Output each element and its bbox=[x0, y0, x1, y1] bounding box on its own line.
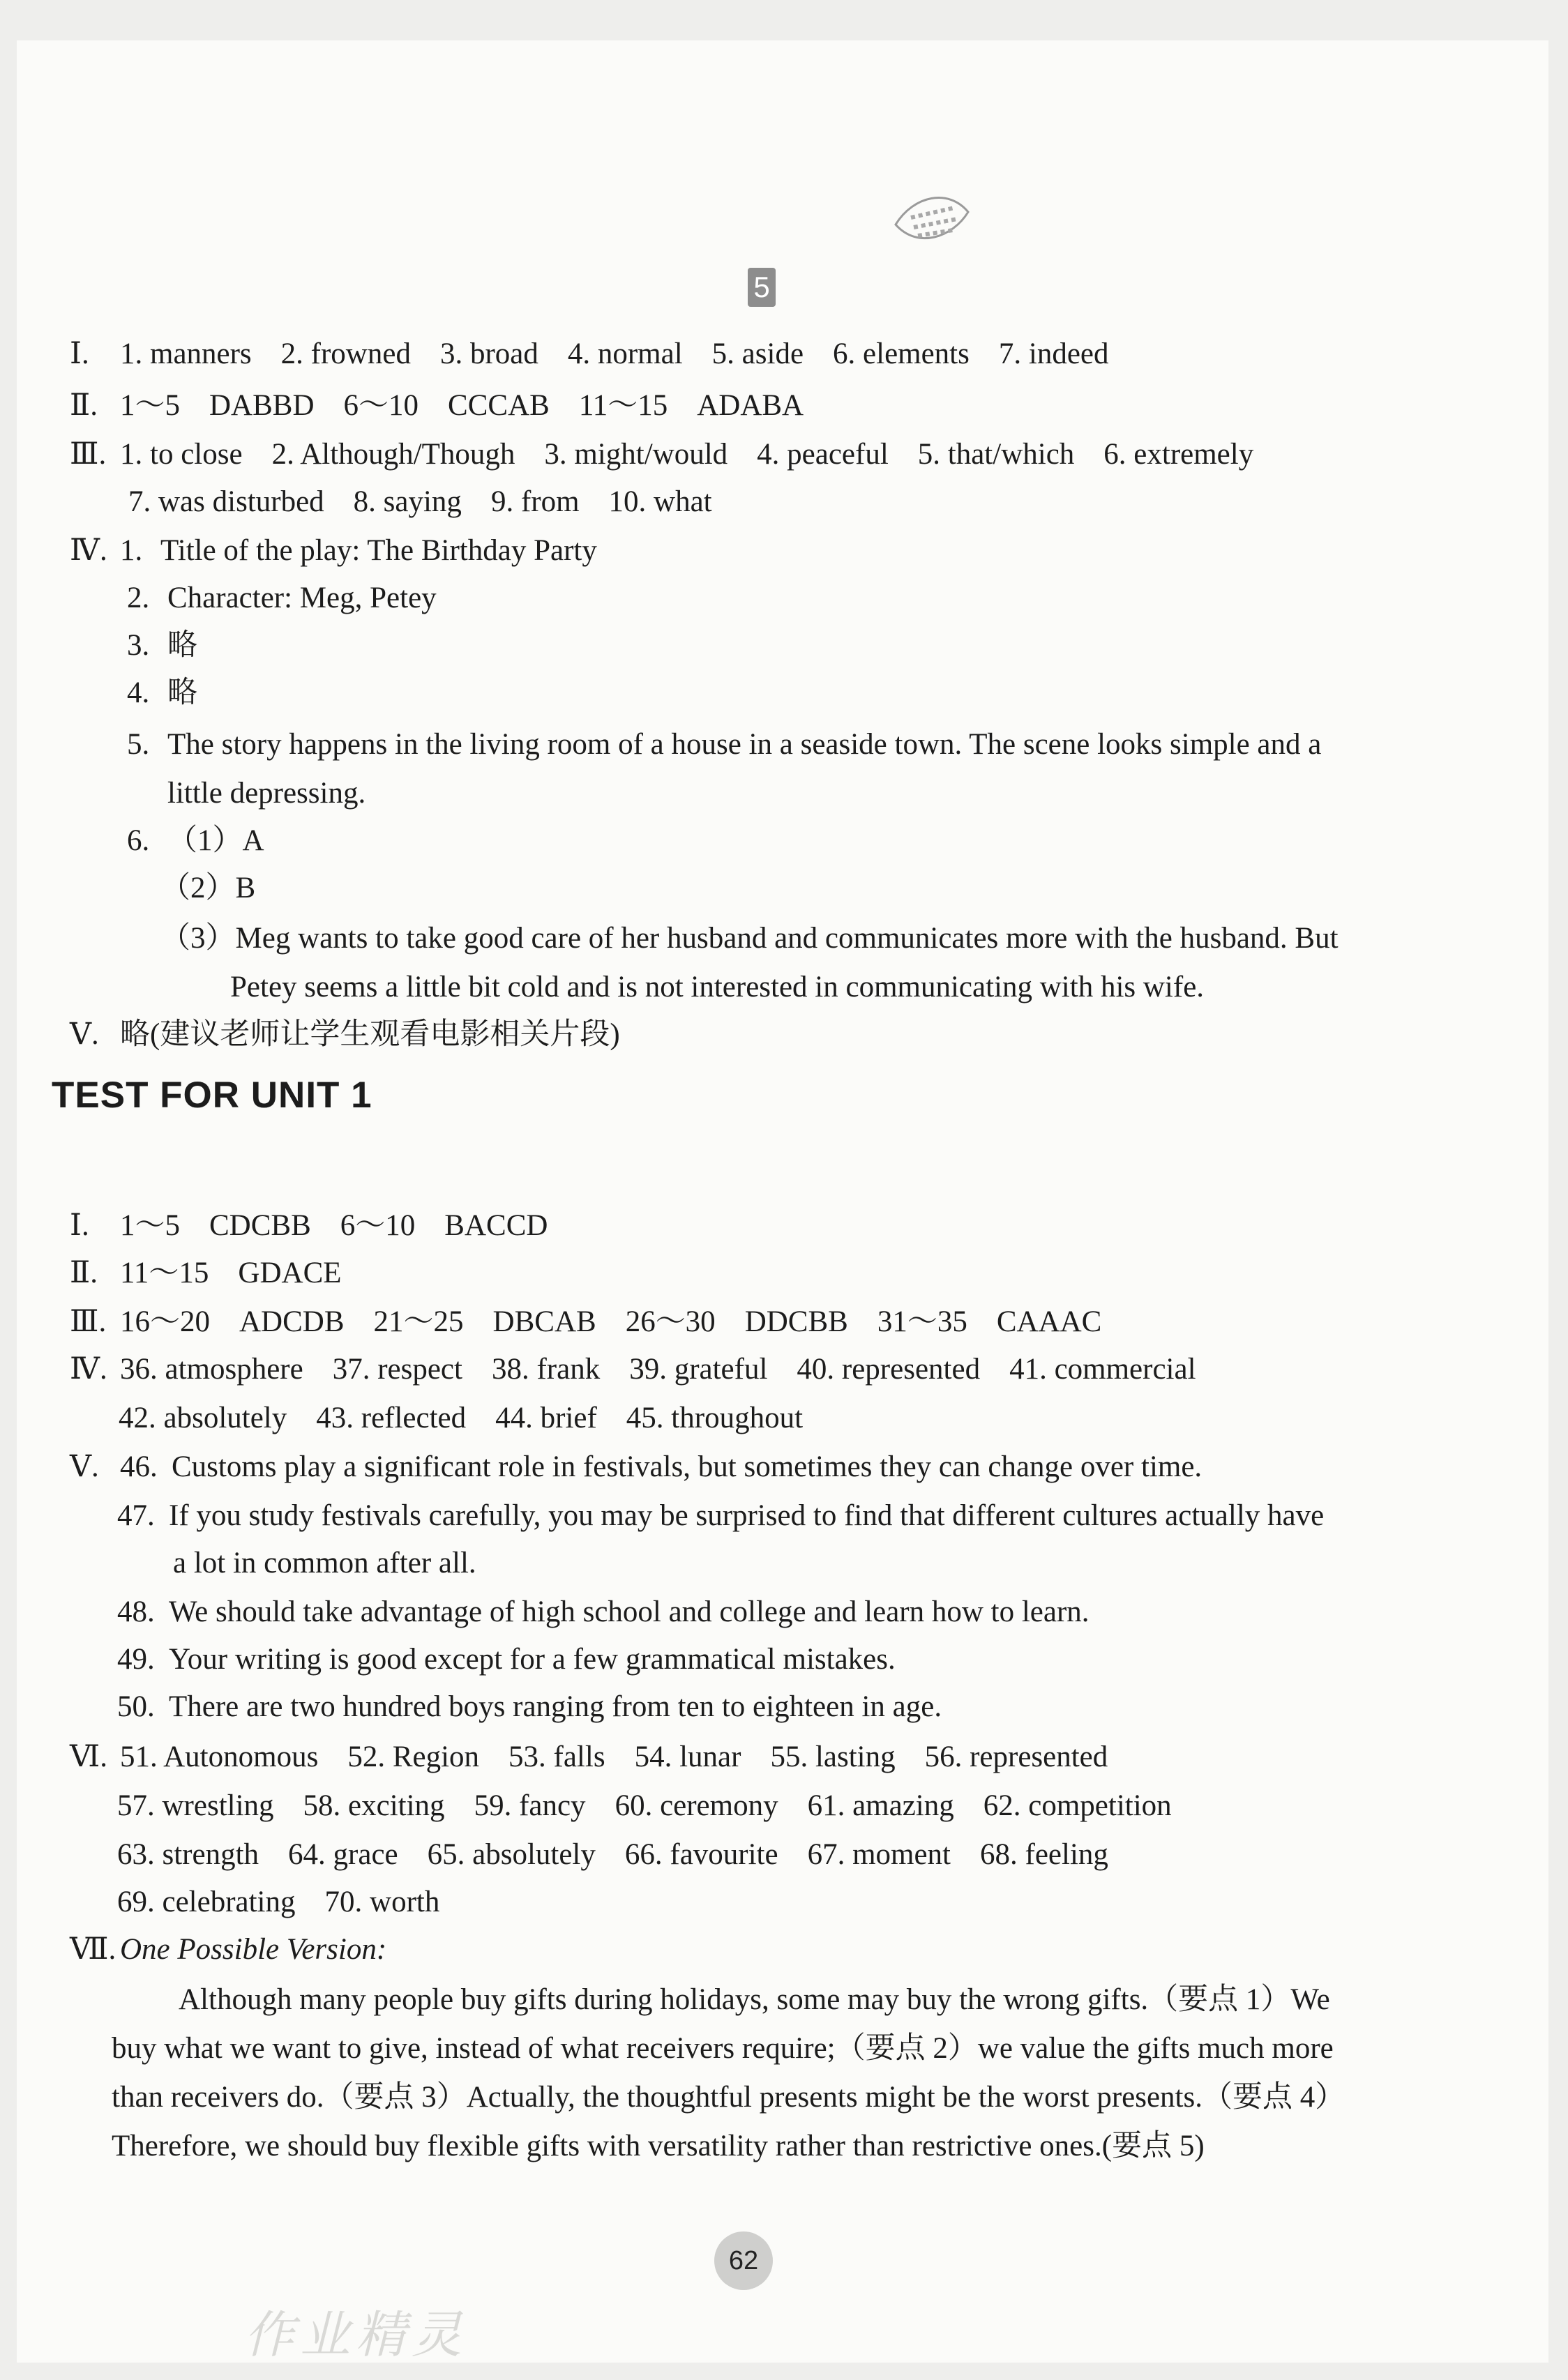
test-i-row: Ⅰ. 1～5 CDCBB 6～10 BACCD bbox=[70, 1209, 548, 1242]
test-v-q50: 50. There are two hundred boys ranging from ten to eighteen in age. bbox=[117, 1690, 942, 1723]
test-heading: TEST FOR UNIT 1 bbox=[52, 1075, 372, 1116]
test-iv-row2: 42. absolutely 43. reflected 44. brief 45. throughout bbox=[119, 1402, 804, 1434]
sec5-iii-row1: Ⅲ. 1. to close 2. Although/Though 3. might/would 4. peaceful 5. that/which 6. extremely bbox=[70, 438, 1254, 471]
test-v-q49: 49. Your writing is good except for a few grammatical mistakes. bbox=[117, 1643, 896, 1676]
sec5-iv-q2: 2. Character: Meg, Petey bbox=[127, 582, 437, 614]
test-vii-label: Ⅶ. One Possible Version: bbox=[70, 1933, 387, 1966]
test-iv-row1: Ⅳ. 36. atmosphere 37. respect 38. frank 39. grateful 40. represented 41. commercial bbox=[70, 1353, 1196, 1386]
test-v-q47-line2: a lot in common after all. bbox=[173, 1547, 476, 1579]
sec5-i-row: Ⅰ. 1. manners 2. frowned 3. broad 4. normal 5. aside 6. elements 7. indeed bbox=[70, 338, 1109, 370]
test-vi-row1: Ⅵ. 51. Autonomous 52. Region 53. falls 54. lunar 55. lasting 56. represented bbox=[70, 1741, 1108, 1773]
test-v-q47-line1: 47. If you study festivals carefully, you may be surprised to find that different cultures actually have bbox=[117, 1499, 1325, 1532]
sec5-iv-q6a: 6. （1）A bbox=[127, 824, 264, 857]
sec5-iv-q5-line1: 5. The story happens in the living room of a house in a seaside town. The scene looks simple and a bbox=[127, 728, 1322, 761]
sec5-iv-q6c-line2: Petey seems a little bit cold and is not interested in communicating with his wife. bbox=[230, 971, 1205, 1003]
test-ii-row: Ⅱ. 11～15 GDACE bbox=[70, 1257, 342, 1289]
test-iii-row: Ⅲ. 16～20 ADCDB 21～25 DBCAB 26～30 DDCBB 31～35 CAAAC bbox=[70, 1305, 1102, 1338]
essay-line-1: Although many people buy gifts during holidays, some may buy the wrong gifts.（要点 1）We bbox=[179, 1983, 1330, 2016]
essay-line-2: buy what we want to give, instead of what receivers require;（要点 2）we value the gifts much more bbox=[112, 2032, 1334, 2065]
sec5-ii-row: Ⅱ. 1～5 DABBD 6～10 CCCAB 11～15 ADABA bbox=[70, 389, 804, 422]
sec5-iii-row2: 7. was disturbed 8. saying 9. from 10. what bbox=[128, 485, 712, 518]
sec5-iv-q4: 4. 略 bbox=[127, 676, 197, 709]
unit-badge: 5 bbox=[748, 268, 776, 307]
test-v-q48: 48. We should take advantage of high school and college and learn how to learn. bbox=[117, 1595, 1090, 1628]
sec5-v-row: Ⅴ. 略(建议老师让学生观看电影相关片段) bbox=[70, 1018, 620, 1051]
sec5-iv-q6b: （2）B bbox=[160, 872, 256, 904]
watermark: 作业精灵 bbox=[244, 2305, 468, 2364]
sec5-iv-q5-line2: little depressing. bbox=[167, 777, 366, 810]
essay-line-4: Therefore, we should buy flexible gifts with versatility rather than restrictive ones.(要点 5) bbox=[112, 2130, 1205, 2162]
essay-line-3: than receivers do.（要点 3）Actually, the thoughtful presents might be the worst presents.（要点 4） bbox=[112, 2081, 1345, 2114]
test-vi-row3: 63. strength 64. grace 65. absolutely 66. favourite 67. moment 68. feeling bbox=[117, 1838, 1108, 1871]
sec5-iv-q6c-line1: （3）Meg wants to take good care of her husband and communicates more with the husband. But bbox=[160, 922, 1339, 955]
test-vi-row2: 57. wrestling 58. exciting 59. fancy 60. ceremony 61. amazing 62. competition bbox=[117, 1789, 1172, 1822]
test-vi-row4: 69. celebrating 70. worth bbox=[117, 1886, 440, 1918]
test-v-q46: Ⅴ. 46. Customs play a significant role in festivals, but sometimes they can change over time. bbox=[70, 1450, 1203, 1483]
sec5-iv-q1: Ⅳ. 1. Title of the play: The Birthday Party bbox=[70, 534, 597, 567]
ribbon-icon bbox=[886, 183, 977, 259]
page-number: 62 bbox=[714, 2231, 773, 2290]
sec5-iv-q3: 3. 略 bbox=[127, 629, 197, 662]
